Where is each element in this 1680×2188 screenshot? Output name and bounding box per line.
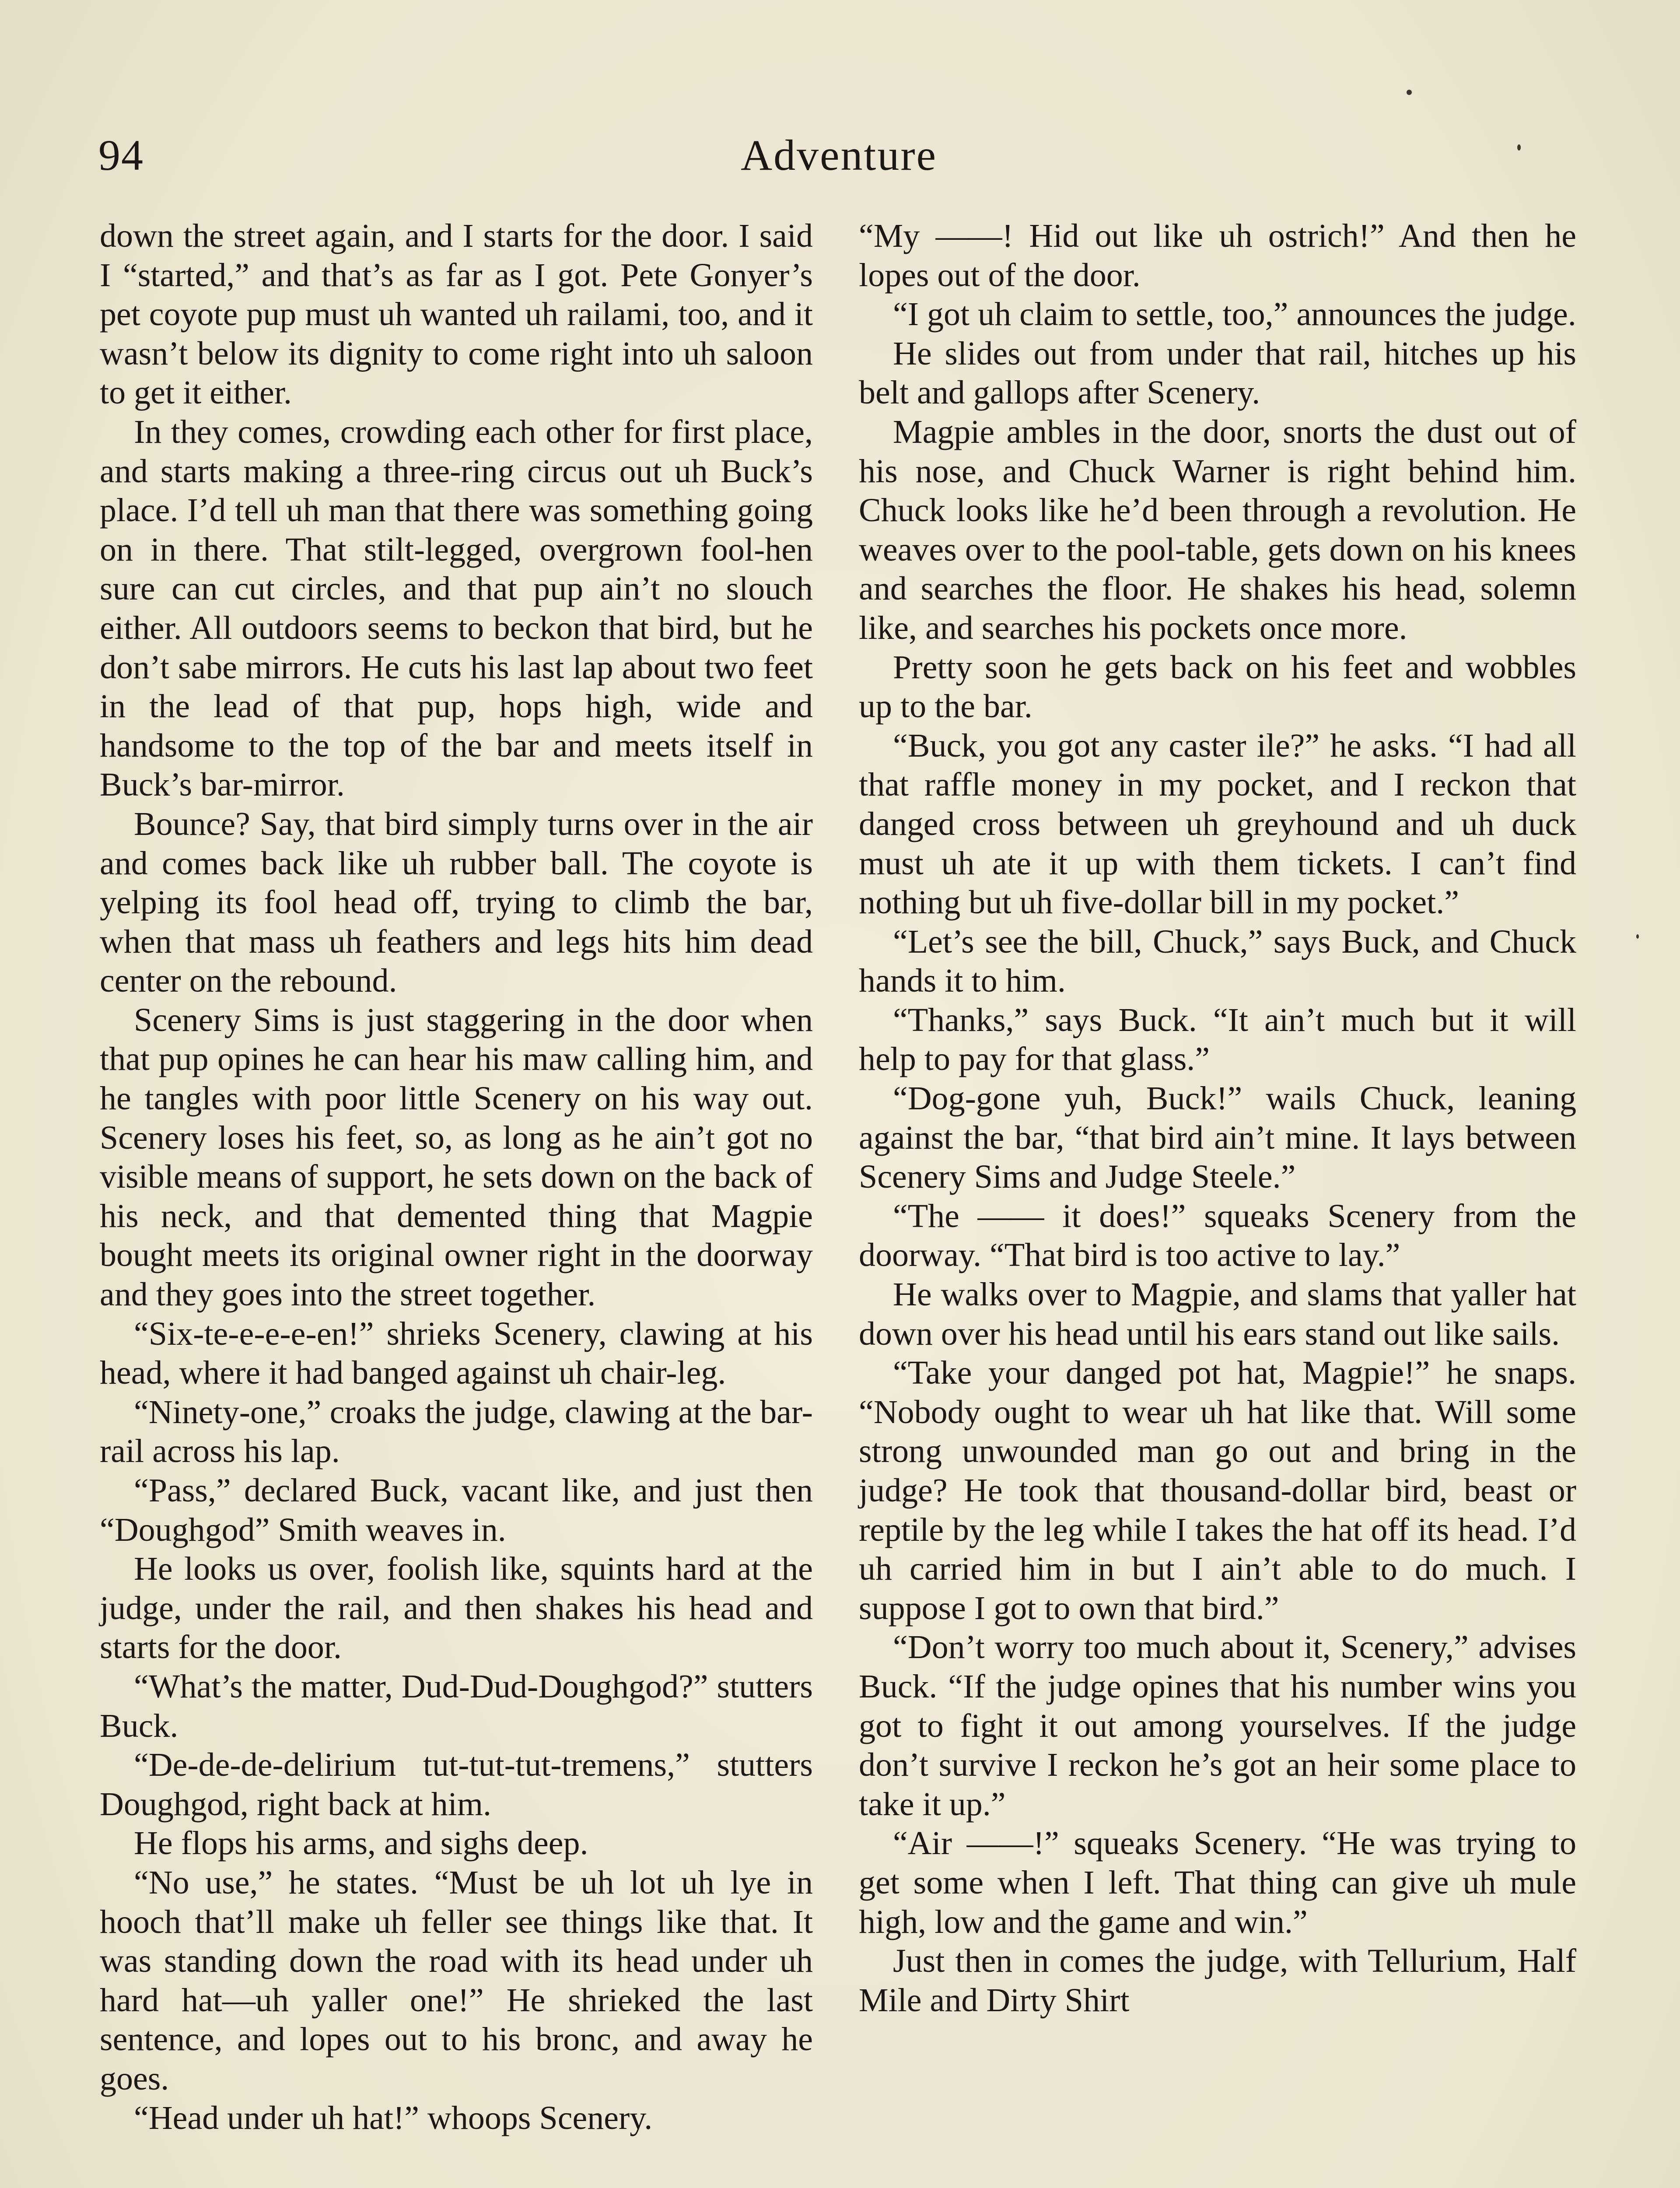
paragraph: “No use,” he states. “Must be uh lot uh lye in hooch that’ll make uh feller see things like that. It was standing down the road with its head under uh hard hat—uh yaller one!” He shrieked the last sentence, and lopes out to his bronc, and away he goes. — [100, 1864, 813, 2097]
paragraph: “Buck, you got any caster ile?” he asks. “I had all that raffle money in my pocket, and I reckon that danged cross between uh greyhound and uh duck must uh ate it up with them tickets. I can’t find nothing but uh five-dollar bill in my pocket.” — [859, 727, 1576, 921]
paragraph: “I got uh claim to settle, too,” announces the judge. — [893, 296, 1576, 333]
paragraph: He looks us over, foolish like, squints hard at the judge, under the rail, and then shakes his head and starts for the door. — [100, 1550, 813, 1666]
paragraph: “What’s the matter, Dud-Dud-Doughgod?” stutters Buck. — [100, 1668, 813, 1744]
paragraph: “De-de-de-delirium tut-tut-tut-tremens,” stutters Doughgod, right back at him. — [100, 1746, 813, 1823]
paragraph: “Ninety-one,” croaks the judge, clawing at the bar-rail across his lap. — [100, 1393, 813, 1470]
paragraph: “Pass,” declared Buck, vacant like, and just then “Doughgod” Smith weaves in. — [100, 1472, 813, 1548]
print-speck — [1407, 90, 1412, 95]
left-column — [100, 217, 813, 2138]
paragraph: “The —— it does!” squeaks Scenery from the doorway. “That bird is too active to lay.” — [859, 1197, 1576, 1274]
paragraph: He walks over to Magpie, and slams that yaller hat down over his head until his ears stand out like sails. — [859, 1276, 1576, 1352]
paragraph: “Don’t worry too much about it, Scenery,” advises Buck. “If the judge opines that his number wins you got to fight it out among yourselves. If the judge don’t survive I reckon he’s got an heir some place to take it up.” — [859, 1629, 1576, 1823]
paragraph: He flops his arms, and sighs deep. — [134, 1825, 588, 1862]
paragraph: “Take your danged pot hat, Magpie!” he snaps. “Nobody ought to wear uh hat like that. Will some strong unwounded man go out and bring in the judge? He took that thousand-dollar bird, beast or reptile by the leg while I takes the hat off its head. I’d uh carried him in but I ain’t able to do much. I suppose I got to own that bird.” — [859, 1354, 1576, 1627]
paragraph: “Let’s see the bill, Chuck,” says Buck, and Chuck hands it to him. — [859, 923, 1576, 999]
paragraph: In they comes, crowding each other for first place, and starts making a three-ring circus out uh Buck’s place. I’d tell uh man that there was something going on in there. That stilt-legged, overgrown fool-hen sure can cut circles, and that pup ain’t no slouch either. All outdoors seems to beckon that bird, but he don’t sabe mirrors. He cuts his last lap about two feet in the lead of that pup, hops high, wide and handsome to the top of the bar and meets itself in Buck’s bar-mirror. — [100, 413, 813, 803]
paragraph: Magpie ambles in the door, snorts the dust out of his nose, and Chuck Warner is right behind him. Chuck looks like he’d been through a revolution. He weaves over to the pool-table, gets down on his knees and searches the floor. He shakes his head, solemn like, and searches his pockets once more. — [859, 413, 1576, 646]
print-speck — [1517, 144, 1521, 151]
page-header — [98, 127, 1579, 184]
right-column — [859, 217, 1576, 2020]
page-number: 94 — [98, 131, 144, 179]
paragraph: “Dog-gone yuh, Buck!” wails Chuck, leaning against the bar, “that bird ain’t mine. It lays between Scenery Sims and Judge Steele.” — [859, 1080, 1576, 1196]
paragraph: “Air ——!” squeaks Scenery. “He was trying to get some when I left. That thing can give uh mule high, low and the game and win.” — [859, 1825, 1576, 1940]
paragraph: Just then in comes the judge, with Tellurium, Half Mile and Dirty Shirt — [859, 1943, 1576, 2019]
paragraph: “Six-te-e-e-e-en!” shrieks Scenery, clawing at his head, where it had banged against uh chair-leg. — [100, 1315, 813, 1392]
paragraph: Scenery Sims is just staggering in the door when that pup opines he can hear his maw calling him, and he tangles with poor little Scenery on his way out. Scenery loses his feet, so, as long as he ain’t got no visible means of support, he sets down on the back of his neck, and that demented thing that Magpie bought meets its original owner right in the doorway and they goes into the street together. — [100, 1001, 813, 1313]
paragraph: “My ——! Hid out like uh ostrich!” And then he lopes out of the door. — [859, 217, 1576, 294]
print-speck — [1636, 934, 1639, 939]
paragraph: Pretty soon he gets back on his feet and wobbles up to the bar. — [859, 649, 1576, 725]
paragraph: down the street again, and I starts for the door. I said I “started,” and that’s as far as I got. Pete Gonyer’s pet coyote pup must uh wanted uh railami, too, and it wasn’t below its dignity to come right into uh saloon to get it either. — [100, 217, 813, 411]
paragraph: He slides out from under that rail, hitches up his belt and gallops after Scenery. — [859, 335, 1576, 411]
paragraph: Bounce? Say, that bird simply turns over in the air and comes back like uh rubber ball. The coyote is yelping its fool head off, trying to climb the bar, when that mass uh feathers and legs hits him dead center on the rebound. — [100, 805, 813, 999]
paragraph: “Thanks,” says Buck. “It ain’t much but it will help to pay for that glass.” — [859, 1001, 1576, 1078]
paragraph: “Head under uh hat!” whoops Scenery. — [134, 2099, 653, 2136]
running-head: Adventure — [740, 131, 938, 179]
